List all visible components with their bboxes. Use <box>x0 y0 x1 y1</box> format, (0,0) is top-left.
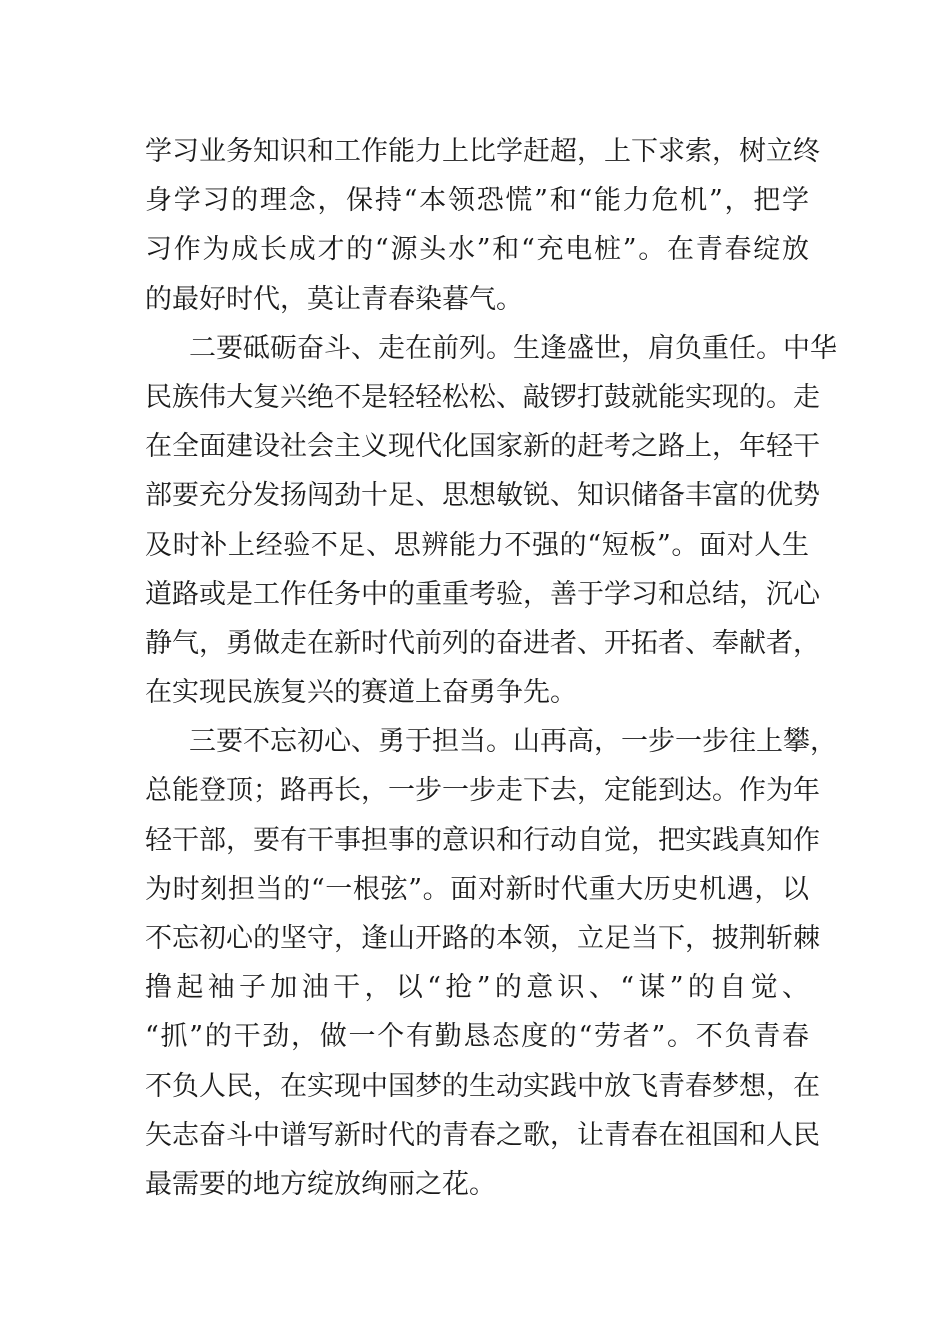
paragraph-line: 道路或是工作任务中的重重考验，善于学习和总结，沉心 <box>145 578 820 610</box>
paragraph-line: 三要不忘初心、勇于担当。山再高，一步一步往上攀， <box>189 726 837 758</box>
paragraph-line: 及时补上经验不足、思辨能力不强的“短板”。面对人生 <box>145 529 809 561</box>
paragraph-line: 的最好时代，莫让青春染暮气。 <box>145 283 523 315</box>
paragraph-line: 矢志奋斗中谱写新时代的青春之歌，让青春在祖国和人民 <box>145 1119 820 1151</box>
paragraph-line: 最需要的地方绽放绚丽之花。 <box>145 1168 496 1200</box>
paragraph-line: 总能登顶；路再长，一步一步走下去，定能到达。作为年 <box>145 775 820 807</box>
paragraph-line: 撸起袖子加油干，以“抢”的意识、“谋”的自觉、 <box>145 972 809 1004</box>
paragraph-1 <box>145 127 820 324</box>
paragraph-3 <box>145 717 837 1209</box>
paragraph-2 <box>145 324 837 718</box>
paragraph-line: 不负人民，在实现中国梦的生动实践中放飞青春梦想，在 <box>145 1070 820 1102</box>
paragraph-line: 为时刻担当的“一根弦”。面对新时代重大历史机遇，以 <box>145 873 809 905</box>
paragraph-line: 静气，勇做走在新时代前列的奋进者、开拓者、奉献者， <box>145 627 820 659</box>
document-body <box>145 127 837 1209</box>
paragraph-line: 身学习的理念，保持“本领恐慌”和“能力危机”，把学 <box>145 185 809 217</box>
paragraph-line: 学习业务知识和工作能力上比学赶超，上下求索，树立终 <box>145 136 820 167</box>
paragraph-line: 在实现民族复兴的赛道上奋勇争先。 <box>145 677 577 709</box>
paragraph-line: 部要充分发扬闯劲十足、思想敏锐、知识储备丰富的优势 <box>145 480 820 512</box>
paragraph-line: 轻干部，要有干事担事的意识和行动自觉，把实践真知作 <box>145 824 820 856</box>
paragraph-line: 不忘初心的坚守，逢山开路的本领，立足当下，披荆斩棘 <box>145 923 820 954</box>
paragraph-line: 二要砥砺奋斗、走在前列。生逢盛世，肩负重任。中华 <box>189 332 837 364</box>
paragraph-line: 习作为成长成才的“源头水”和“充电桩”。在青春绽放 <box>145 234 809 266</box>
paragraph-line: 在全面建设社会主义现代化国家新的赶考之路上，年轻干 <box>145 431 820 463</box>
paragraph-line: 民族伟大复兴绝不是轻轻松松、敲锣打鼓就能实现的。走 <box>145 381 820 413</box>
paragraph-line: “抓”的干劲，做一个有勤恳态度的“劳者”。不负青春 <box>145 1021 809 1053</box>
